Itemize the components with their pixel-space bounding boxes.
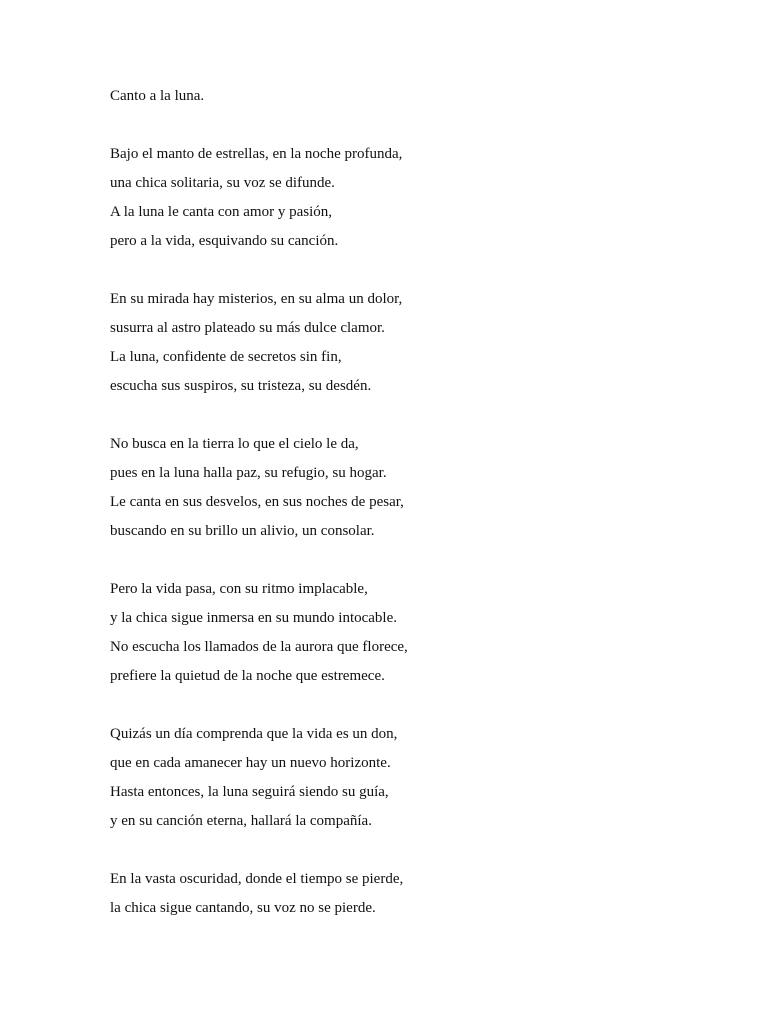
poem-line: La luna, confidente de secretos sin fin, xyxy=(110,349,342,365)
poem-line: que en cada amanecer hay un nuevo horizonte. xyxy=(110,755,391,771)
poem-line: la chica sigue cantando, su voz no se pierde. xyxy=(110,900,376,916)
poem-line: Bajo el manto de estrellas, en la noche profunda, xyxy=(110,146,403,162)
poem-line: Hasta entonces, la luna seguirá siendo su guía, xyxy=(110,784,389,800)
stanza-2 xyxy=(110,285,710,401)
poem-line: En su mirada hay misterios, en su alma un dolor, xyxy=(110,291,403,307)
stanza-5 xyxy=(110,720,710,836)
stanza-6 xyxy=(110,865,710,923)
poem-line: No escucha los llamados de la aurora que florece, xyxy=(110,639,408,655)
poem-title: Canto a la luna. xyxy=(110,88,205,104)
stanza-gap xyxy=(110,401,710,430)
poem-line: En la vasta oscuridad, donde el tiempo se pierde, xyxy=(110,871,404,887)
poem-line: Le canta en sus desvelos, en sus noches de pesar, xyxy=(110,494,404,510)
stanza-gap xyxy=(110,256,710,285)
poem-line: pues en la luna halla paz, su refugio, su hogar. xyxy=(110,465,387,481)
poem-line: y la chica sigue inmersa en su mundo intocable. xyxy=(110,610,397,626)
poem-line: pero a la vida, esquivando su canción. xyxy=(110,233,339,249)
poem xyxy=(110,82,710,923)
stanza-4 xyxy=(110,575,710,691)
poem-line: A la luna le canta con amor y pasión, xyxy=(110,204,333,220)
poem-line: Pero la vida pasa, con su ritmo implacable, xyxy=(110,581,368,597)
poem-line: buscando en su brillo un alivio, un consolar. xyxy=(110,523,375,539)
poem-line: escucha sus suspiros, su tristeza, su desdén. xyxy=(110,378,372,394)
poem-line: prefiere la quietud de la noche que estremece. xyxy=(110,668,385,684)
stanza-gap xyxy=(110,836,710,865)
poem-line: No busca en la tierra lo que el cielo le da, xyxy=(110,436,359,452)
stanza-gap xyxy=(110,546,710,575)
poem-line: susurra al astro plateado su más dulce clamor. xyxy=(110,320,385,336)
poem-line: Quizás un día comprenda que la vida es un don, xyxy=(110,726,398,742)
stanza-1 xyxy=(110,140,710,256)
stanza-gap xyxy=(110,691,710,720)
stanza-gap xyxy=(110,111,710,140)
poem-line: una chica solitaria, su voz se difunde. xyxy=(110,175,335,191)
poem-line: y en su canción eterna, hallará la compañía. xyxy=(110,813,372,829)
stanza-3 xyxy=(110,430,710,546)
